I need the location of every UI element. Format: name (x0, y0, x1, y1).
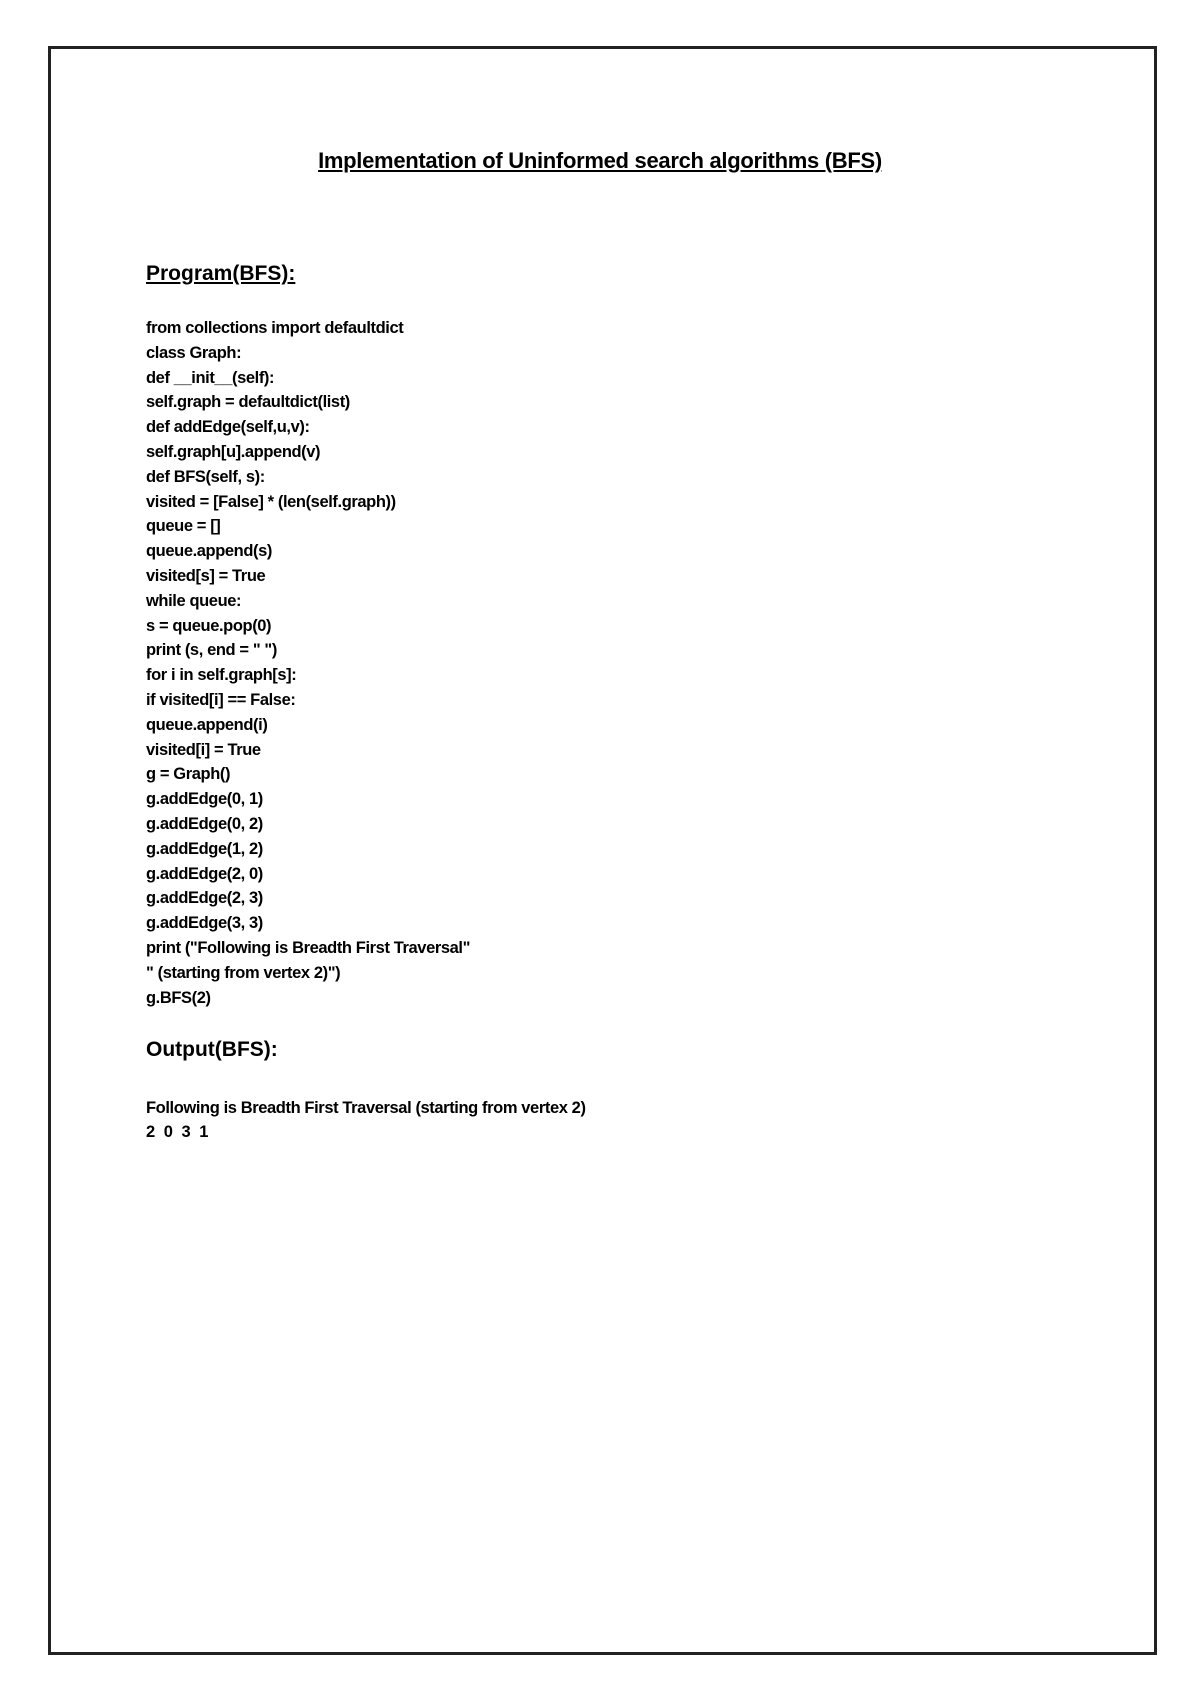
code-line: print (s, end = " ") (146, 641, 277, 660)
code-line: g.addEdge(2, 0) (146, 864, 263, 883)
code-line: print ("Following is Breadth First Traversal" (146, 938, 471, 957)
code-line: visited = [False] * (len(self.graph)) (146, 492, 396, 511)
code-line: def __init__(self): (146, 368, 275, 387)
code-line: g.BFS(2) (146, 988, 211, 1007)
output-heading: Output(BFS): (146, 1038, 278, 1061)
code-line: queue.append(i) (146, 715, 268, 734)
code-line: from collections import defaultdict (146, 319, 404, 337)
code-line: class Graph: (146, 343, 242, 362)
code-line: g.addEdge(0, 2) (146, 814, 263, 833)
code-line: " (starting from vertex 2)") (146, 963, 341, 982)
code-line: visited[i] = True (146, 740, 261, 759)
code-line: for i in self.graph[s]: (146, 666, 297, 685)
program-heading: Program(BFS): (146, 262, 296, 285)
code-line: g.addEdge(2, 3) (146, 889, 263, 908)
code-line: g.addEdge(0, 1) (146, 790, 263, 809)
code-line: self.graph = defaultdict(list) (146, 393, 350, 412)
code-line: queue.append(s) (146, 542, 273, 561)
code-line: if visited[i] == False: (146, 690, 296, 709)
document-title: Implementation of Uninformed search algorithms (BFS) (318, 148, 882, 173)
code-listing (146, 316, 470, 1010)
code-line: self.graph[u].append(v) (146, 442, 321, 461)
code-line: g.addEdge(1, 2) (146, 839, 263, 858)
code-line: def BFS(self, s): (146, 467, 265, 486)
code-line: g.addEdge(3, 3) (146, 914, 263, 933)
code-line: s = queue.pop(0) (146, 616, 272, 635)
code-line: while queue: (146, 591, 242, 610)
code-line: visited[s] = True (146, 566, 266, 585)
code-line: g = Graph() (146, 765, 231, 784)
code-line: def addEdge(self,u,v): (146, 418, 310, 437)
output-block (146, 1096, 586, 1144)
output-line: Following is Breadth First Traversal (starting from vertex 2) (146, 1099, 586, 1117)
output-traversal-values: 2 0 3 1 (146, 1123, 211, 1141)
code-line: queue = [] (146, 517, 221, 536)
